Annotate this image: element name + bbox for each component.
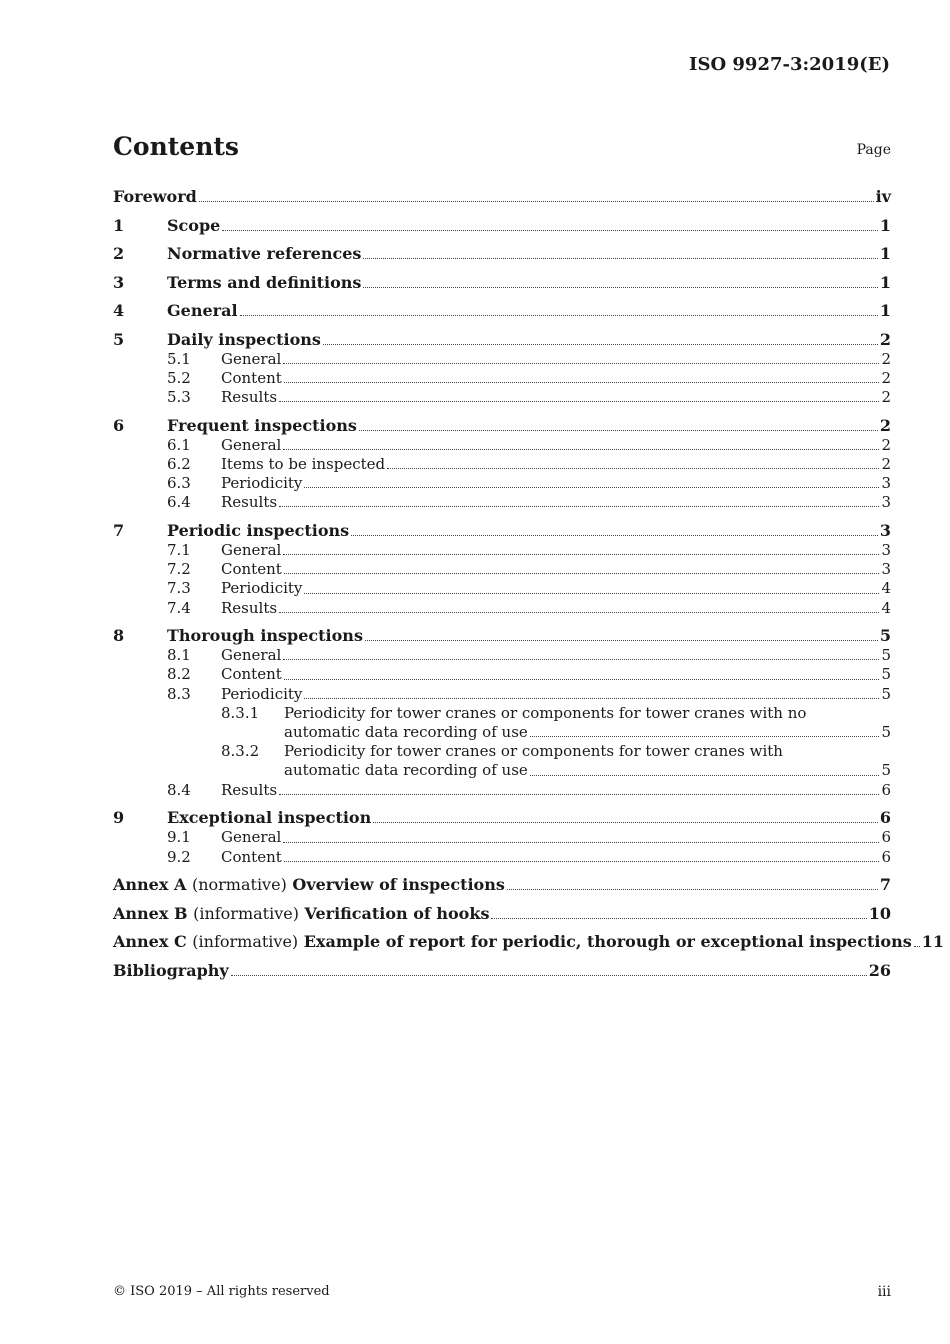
annex-name: Verification of hooks	[304, 903, 490, 923]
page-ref: 1	[879, 244, 891, 263]
subsubclause-number: 8.3.2	[221, 742, 260, 761]
page-ref: 3	[881, 493, 891, 512]
subclause-title: Items to be inspected	[221, 454, 386, 473]
annex-kind: (normative)	[191, 875, 287, 895]
subsubclause-number: 8.3.1	[221, 703, 260, 722]
clause-number: 2	[113, 244, 125, 263]
page-ref: 1	[879, 215, 891, 235]
toc-subsubentry-continuation[interactable]	[113, 761, 891, 780]
page-number: iii	[877, 1284, 891, 1300]
clause-title: Daily inspections	[167, 329, 321, 349]
subclause-title: General	[221, 540, 282, 559]
toc-subentry[interactable]	[113, 599, 891, 618]
page-ref: 5	[881, 723, 891, 742]
page-column-label: Page	[856, 142, 891, 158]
annex-label: Annex A	[113, 875, 187, 895]
clause-title: Frequent inspections	[167, 415, 357, 435]
dot-leader	[304, 593, 879, 594]
subclause-title: Periodicity	[221, 474, 303, 493]
page-ref: 2	[879, 415, 891, 435]
subclause-number: 5.2	[167, 368, 191, 387]
dot-leader	[240, 315, 878, 316]
toc-subentry[interactable]	[113, 369, 891, 388]
dot-leader	[279, 401, 879, 402]
dot-leader	[304, 698, 879, 699]
clause-number: 4	[113, 301, 125, 320]
page-ref: 5	[879, 626, 891, 646]
subsubclause-title-line2: automatic data recording of use	[284, 723, 528, 742]
subclause-number: 6.4	[167, 493, 191, 512]
dot-leader	[283, 842, 879, 843]
page-ref: 10	[868, 903, 891, 923]
dot-leader	[491, 918, 866, 919]
toc-entry[interactable]	[113, 243, 891, 264]
clause-title: Thorough inspections	[167, 626, 363, 646]
clause-title: Foreword	[113, 187, 197, 206]
dot-leader	[363, 258, 877, 259]
annex-kind: (informative)	[192, 932, 299, 952]
subclause-number: 6.1	[167, 435, 191, 454]
toc-entry[interactable]	[113, 272, 891, 293]
toc-subentry[interactable]	[113, 848, 891, 867]
toc-subentry[interactable]	[113, 560, 891, 579]
dot-leader	[284, 861, 880, 862]
dot-leader	[279, 612, 879, 613]
annex-title	[113, 931, 912, 952]
subclause-number: 8.4	[167, 780, 191, 799]
subclause-title: Results	[221, 780, 278, 799]
page-ref: 26	[868, 960, 891, 980]
subclause-title: Periodicity	[221, 579, 303, 598]
toc-subentry[interactable]	[113, 455, 891, 474]
annex-kind: (informative)	[193, 903, 299, 923]
copyright-footer: © ISO 2019 – All rights reserved	[113, 1284, 330, 1299]
dot-leader	[530, 775, 880, 776]
subclause-number: 7.4	[167, 598, 191, 617]
dot-leader	[279, 506, 879, 507]
page-ref: 2	[879, 329, 891, 349]
dot-leader	[283, 659, 879, 660]
page-ref: 5	[881, 646, 891, 665]
annex-label: Annex B	[113, 903, 188, 923]
subclause-number: 5.1	[167, 349, 191, 368]
subclause-number: 6.2	[167, 454, 191, 473]
toc-subentry[interactable]	[113, 665, 891, 684]
subsubclause-title-line2: automatic data recording of use	[284, 761, 528, 780]
toc-subentry[interactable]	[113, 646, 891, 665]
page-ref: 2	[881, 368, 891, 387]
subclause-number: 8.3	[167, 684, 191, 703]
toc-entry[interactable]	[113, 415, 891, 436]
toc-entry[interactable]	[113, 874, 891, 895]
clause-title: Periodic inspections	[167, 520, 350, 540]
page-ref: 5	[881, 684, 891, 703]
page-ref: 6	[881, 847, 891, 866]
page-ref: 6	[881, 828, 891, 847]
page-ref: 11	[921, 932, 944, 952]
page-ref: 7	[879, 875, 891, 895]
clause-title: Exceptional inspection	[167, 808, 372, 828]
toc-subsubentry[interactable]	[113, 704, 891, 723]
dot-leader	[222, 230, 878, 231]
subclause-title: Results	[221, 598, 278, 617]
toc-subentry[interactable]	[113, 541, 891, 560]
subclause-title: General	[221, 828, 282, 847]
subclause-number: 7.2	[167, 560, 191, 579]
page-ref: iv	[875, 187, 891, 206]
toc-entry[interactable]	[113, 215, 891, 236]
toc-entry[interactable]	[113, 186, 891, 207]
subclause-number: 6.3	[167, 474, 191, 493]
dot-leader	[323, 344, 878, 345]
page-ref: 5	[881, 761, 891, 780]
dot-leader	[279, 794, 879, 795]
page-ref: 6	[879, 808, 891, 828]
toc-entry[interactable]	[113, 807, 891, 828]
subclause-title: General	[221, 646, 282, 665]
subclause-number: 7.3	[167, 579, 191, 598]
dot-leader	[284, 382, 880, 383]
subclause-title: General	[221, 435, 282, 454]
dot-leader	[365, 640, 878, 641]
subclause-title: Content	[221, 665, 282, 684]
toc-subsubentry-continuation[interactable]	[113, 723, 891, 742]
subclause-title: Content	[221, 847, 282, 866]
dot-leader	[363, 287, 877, 288]
annex-title	[113, 903, 489, 924]
dot-leader	[507, 889, 878, 890]
page-ref: 1	[879, 272, 891, 292]
clause-title: Scope	[167, 215, 221, 235]
subclause-number: 7.1	[167, 540, 191, 559]
subsubclause-title-line1: Periodicity for tower cranes or components for tower cranes with no	[284, 703, 807, 722]
clause-number: 3	[113, 272, 125, 292]
dot-leader	[387, 468, 879, 469]
toc-subentry[interactable]	[113, 474, 891, 493]
annex-label: Annex C	[113, 932, 187, 952]
dot-leader	[373, 822, 878, 823]
subclause-number: 8.2	[167, 665, 191, 684]
page-ref: 2	[881, 435, 891, 454]
dot-leader	[283, 554, 879, 555]
page-ref: 3	[881, 560, 891, 579]
page-ref: 2	[881, 387, 891, 406]
dot-leader	[199, 201, 874, 202]
toc-subentry[interactable]	[113, 781, 891, 800]
dot-leader	[530, 736, 880, 737]
toc-entry[interactable]	[113, 520, 891, 541]
toc-subentry[interactable]	[113, 579, 891, 598]
page-ref: 2	[881, 454, 891, 473]
toc-entry[interactable]	[113, 300, 891, 321]
dot-leader	[304, 487, 879, 488]
dot-leader	[359, 430, 878, 431]
toc-entry[interactable]	[113, 329, 891, 350]
toc-entry[interactable]	[113, 903, 891, 924]
toc-subsubentry[interactable]	[113, 742, 891, 761]
contents-heading: Contents	[113, 132, 240, 161]
toc-subentry[interactable]	[113, 350, 891, 369]
dot-leader	[284, 573, 880, 574]
page-ref: 3	[881, 540, 891, 559]
subclause-title: Results	[221, 493, 278, 512]
clause-number: 9	[113, 808, 125, 828]
toc-entry[interactable]	[113, 960, 891, 981]
toc-entry[interactable]	[113, 931, 944, 952]
toc-subentry[interactable]	[113, 436, 891, 455]
page-ref: 4	[881, 598, 891, 617]
document-identifier: ISO 9927-3:2019(E)	[689, 54, 890, 75]
subclause-number: 8.1	[167, 646, 191, 665]
dot-leader	[914, 946, 920, 947]
clause-number: 8	[113, 626, 125, 646]
subclause-number: 9.2	[167, 847, 191, 866]
annex-title	[113, 874, 505, 895]
dot-leader	[284, 679, 880, 680]
dot-leader	[283, 449, 879, 450]
page-ref: 5	[881, 665, 891, 684]
subclause-title: Content	[221, 560, 282, 579]
page-ref: 6	[881, 780, 891, 799]
table-of-contents	[113, 186, 944, 981]
page-ref: 1	[879, 301, 891, 320]
toc-entry[interactable]	[113, 625, 891, 646]
dot-leader	[351, 535, 878, 536]
toc-subentry[interactable]	[113, 493, 891, 512]
page-ref: 3	[881, 474, 891, 493]
toc-subentry[interactable]	[113, 388, 891, 407]
subclause-title: Content	[221, 368, 282, 387]
subclause-title: General	[221, 349, 282, 368]
subclause-number: 9.1	[167, 828, 191, 847]
toc-subentry[interactable]	[113, 685, 891, 704]
clause-number: 6	[113, 415, 125, 435]
page-ref: 2	[881, 349, 891, 368]
clause-title: Normative references	[167, 244, 362, 263]
clause-number: 1	[113, 215, 125, 235]
clause-number: 7	[113, 520, 125, 540]
clause-title: Bibliography	[113, 960, 229, 980]
page-ref: 3	[879, 520, 891, 540]
dot-leader	[231, 975, 867, 976]
subsubclause-title-line1: Periodicity for tower cranes or components for tower cranes with	[284, 742, 783, 761]
clause-number: 5	[113, 329, 125, 349]
clause-title: General	[167, 301, 238, 320]
annex-name: Example of report for periodic, thorough or exceptional inspections	[303, 932, 912, 952]
dot-leader	[283, 363, 879, 364]
subclause-title: Periodicity	[221, 684, 303, 703]
toc-subentry[interactable]	[113, 828, 891, 847]
clause-title: Terms and definitions	[167, 272, 362, 292]
page-ref: 4	[881, 579, 891, 598]
annex-name: Overview of inspections	[292, 875, 505, 895]
subclause-number: 5.3	[167, 387, 191, 406]
subclause-title: Results	[221, 387, 278, 406]
